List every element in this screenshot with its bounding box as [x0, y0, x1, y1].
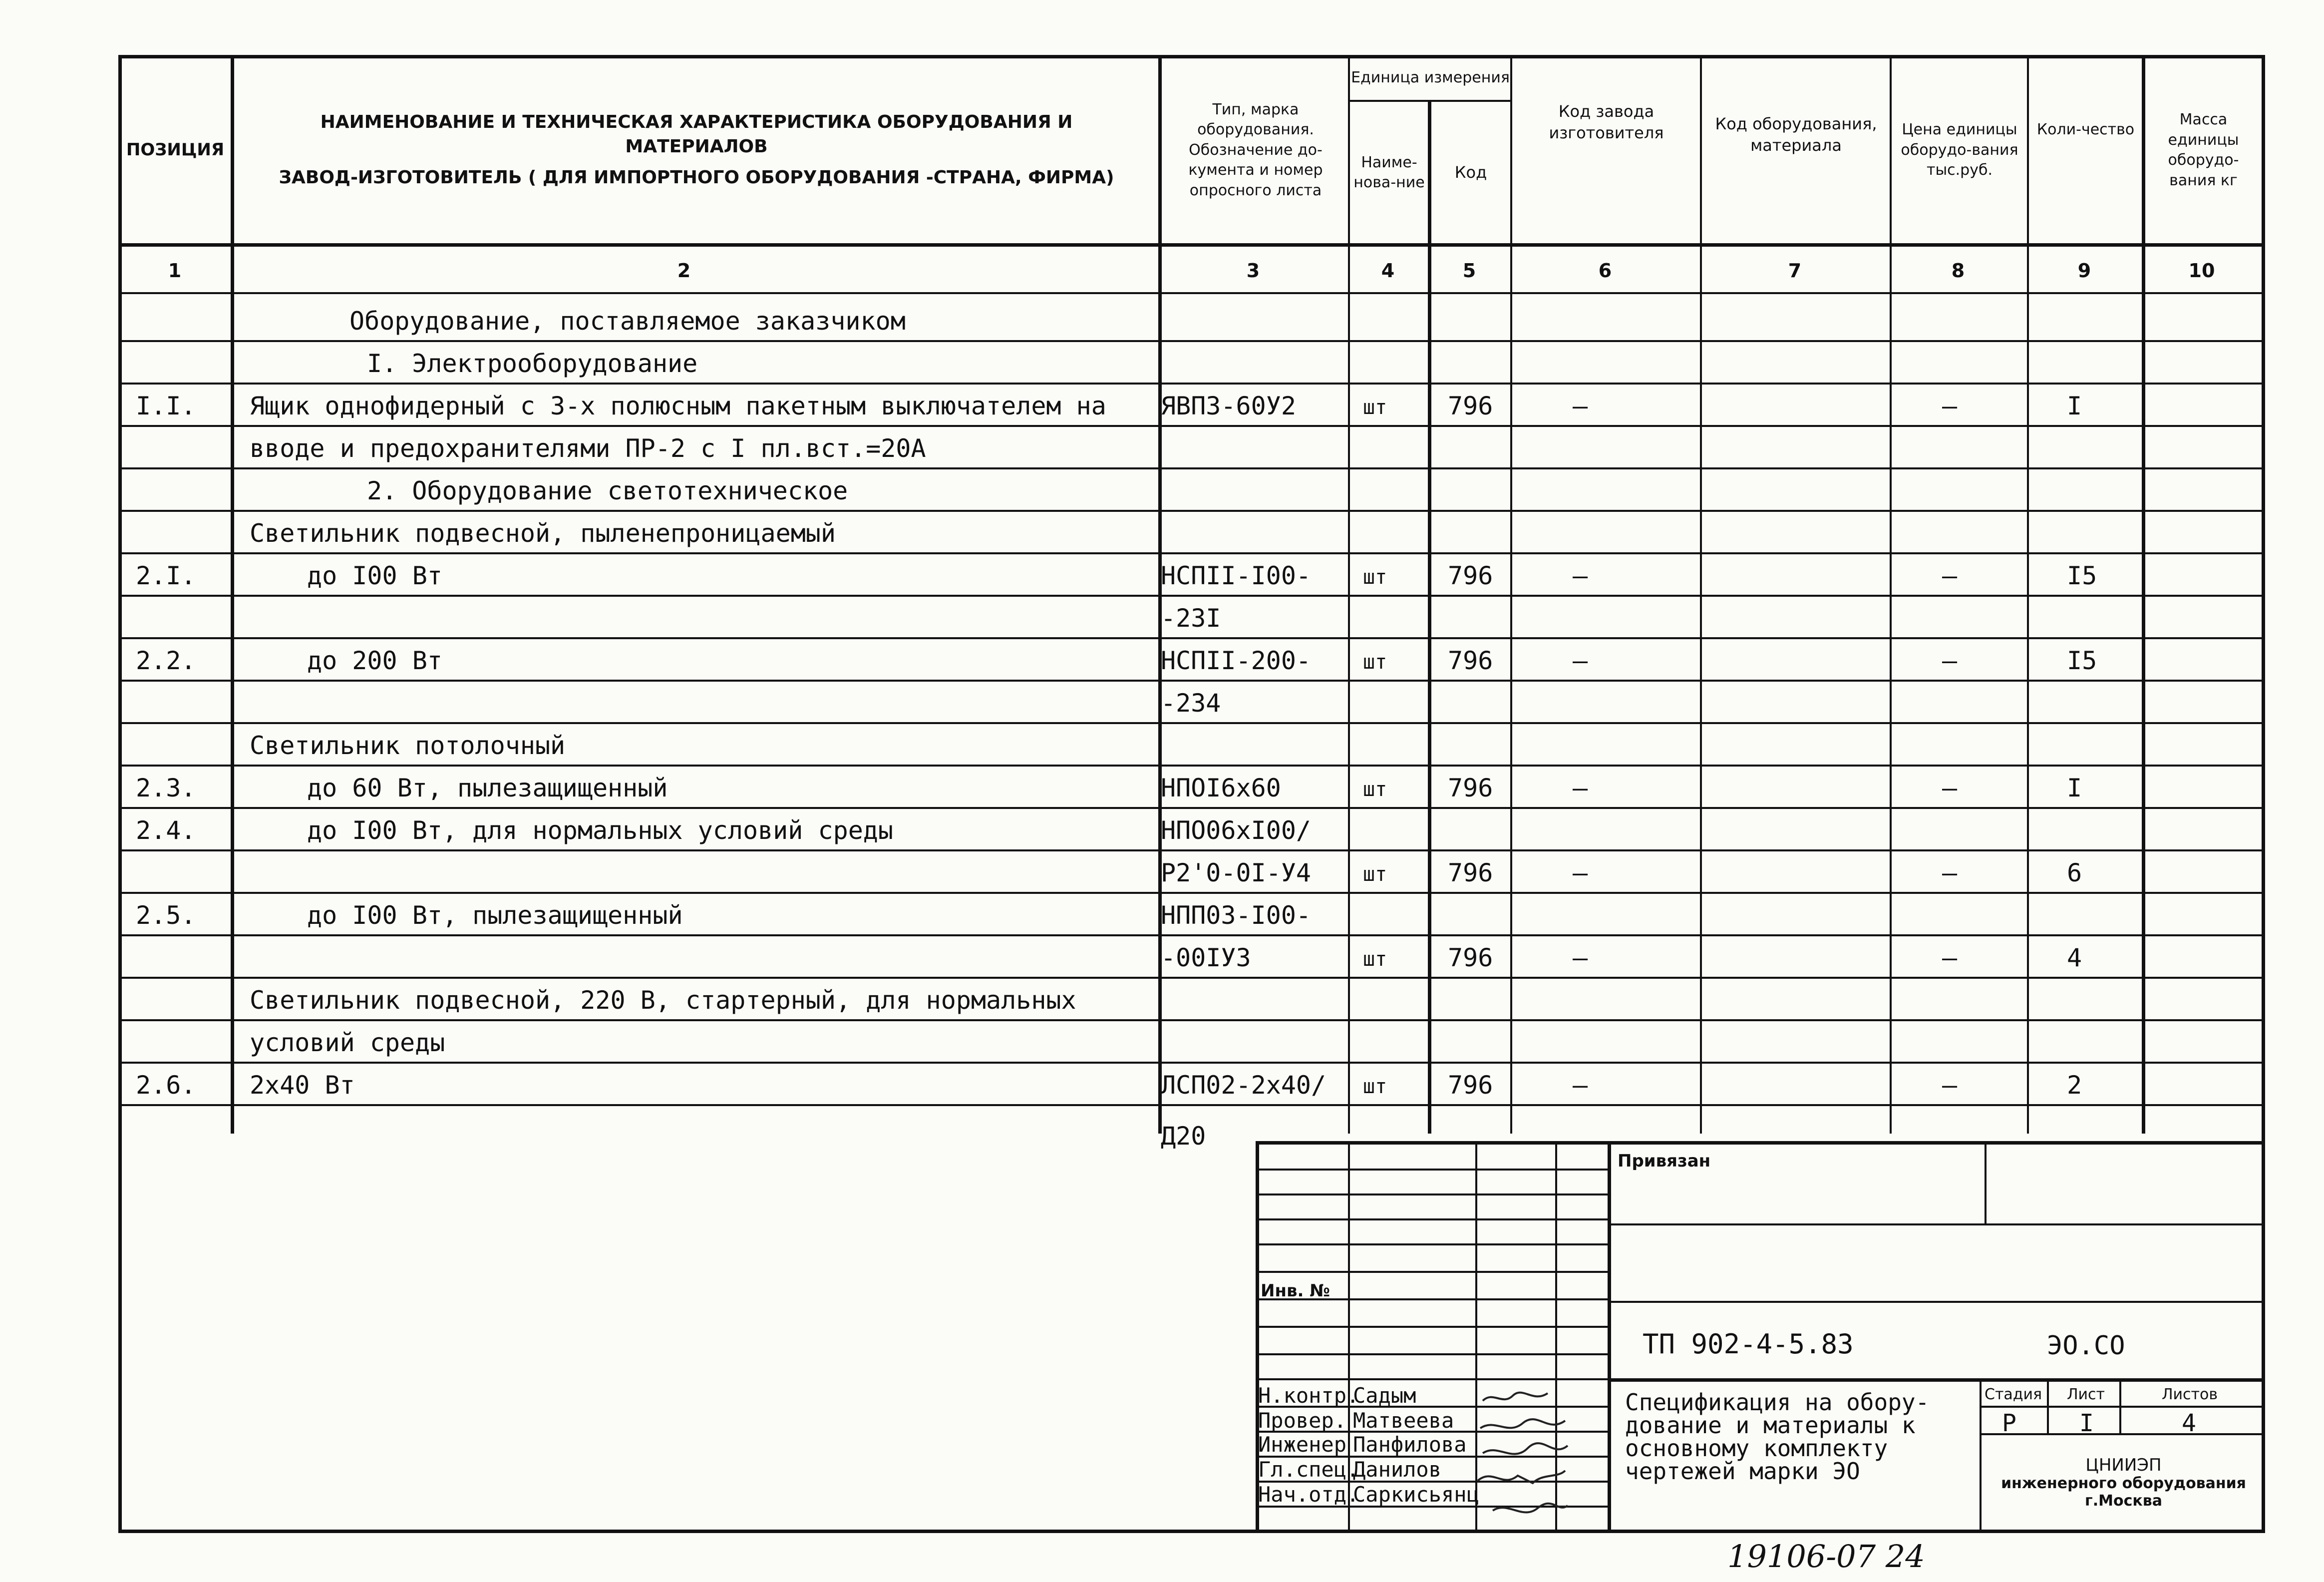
- row-quantity: 2: [2067, 1071, 2082, 1100]
- signer-name: Саркисьянц: [1353, 1482, 1479, 1507]
- colnum-4: 4: [1381, 260, 1395, 282]
- row-name: 2. Оборудование светотехническое: [367, 476, 848, 505]
- stamp-privyazan-split: [1985, 1141, 1987, 1223]
- row-quantity: 4: [2067, 943, 2082, 972]
- row-type: Р2'0-0I-У4: [1161, 858, 1312, 887]
- stamp-privyazan-label: Привязан: [1618, 1151, 1711, 1171]
- row-separator: [118, 510, 2265, 512]
- row-unit: шт: [1363, 778, 1387, 801]
- stamp-sheets-value: 4: [2182, 1409, 2196, 1437]
- row-name: до 200 Вт: [307, 646, 442, 675]
- row-name: Оборудование, поставляемое заказчиком: [349, 307, 906, 336]
- stamp-grid-line: [1256, 1271, 1608, 1273]
- row-quantity: I: [2067, 774, 2082, 802]
- header-name-line1: НАИМЕНОВАНИЕ И ТЕХНИЧЕСКАЯ ХАРАКТЕРИСТИКА ОБОРУДОВАНИЯ И: [320, 112, 1073, 133]
- signer-role: Провер.: [1258, 1408, 1347, 1433]
- stamp-grid-line: [1256, 1353, 1608, 1355]
- row-unit: шт: [1363, 1075, 1387, 1098]
- row-plant-code: –: [1573, 392, 1588, 420]
- col-line-3: [1348, 55, 1350, 1134]
- stamp-stage-split2: [2119, 1378, 2121, 1433]
- stamp-sheet-value: I: [2079, 1409, 2094, 1437]
- stamp-doc-mark: ЭО.СО: [2047, 1331, 2125, 1361]
- row-name: I. Электрооборудование: [367, 349, 698, 378]
- signer-name: Матвеева: [1353, 1408, 1454, 1433]
- row-position: 2.I.: [136, 561, 196, 590]
- colnum-2: 2: [677, 260, 691, 282]
- row-separator: [118, 1104, 2265, 1106]
- row-name: до 60 Вт, пылезащищенный: [307, 774, 668, 802]
- stamp-title-line: Спецификация на обору-: [1625, 1389, 1930, 1416]
- stamp-stage-line2: [1980, 1433, 2265, 1435]
- row-separator: [118, 1019, 2265, 1021]
- header-name: [235, 57, 1158, 243]
- row-code: 796: [1448, 561, 1493, 590]
- stamp-code-top: [1608, 1301, 2265, 1303]
- row-position: I.I.: [136, 392, 196, 420]
- col-line-1: [231, 55, 234, 1134]
- colnum-6: 6: [1598, 260, 1612, 282]
- colnum-1: 1: [168, 260, 182, 282]
- row-code: 796: [1448, 774, 1493, 802]
- header-unit-code: Код: [1454, 163, 1487, 182]
- row-type: НПП03-I00-: [1161, 901, 1312, 930]
- stamp-stage-value: Р: [2002, 1409, 2016, 1437]
- row-code: 796: [1448, 858, 1493, 887]
- stamp-sheets-label: Листов: [2162, 1386, 2218, 1403]
- signer-role: Гл.спец.: [1258, 1457, 1359, 1482]
- header-type: Тип, марка оборудования. Обозначение до-кумента и номер опросного листа: [1188, 100, 1323, 199]
- row-price: –: [1942, 774, 1958, 802]
- row-plant-code: –: [1573, 561, 1588, 590]
- header-price: Цена единицы оборудо-вания тыс.руб.: [1901, 121, 2018, 179]
- stamp-grid-line: [1256, 1326, 1608, 1328]
- header-bottom-line: [118, 243, 2265, 247]
- row-price: –: [1942, 561, 1958, 590]
- row-plant-code: –: [1573, 1071, 1588, 1100]
- stamp-title-line: основному комплекту: [1625, 1435, 1888, 1462]
- unit-group-line: [1348, 100, 1510, 102]
- row-name: Ящик однофидерный с 3-х полюсным пакетным выключателем на: [250, 392, 1106, 420]
- row-position: 2.5.: [136, 901, 196, 930]
- header-name-line3: ЗАВОД-ИЗГОТОВИТЕЛЬ ( ДЛЯ ИМПОРТНОГО ОБОРУДОВАНИЯ -СТРАНА, ФИРМА): [279, 167, 1114, 188]
- row-separator: [118, 722, 2265, 724]
- stamp-title-line: дование и материалы к: [1625, 1412, 1916, 1439]
- header-unit-name: Наиме-нова-ние: [1353, 153, 1425, 191]
- row-separator: [118, 467, 2265, 469]
- row-type: НСПII-I00-: [1161, 561, 1312, 590]
- signer-name: Садым: [1353, 1383, 1416, 1408]
- row-type: НПОI6х60: [1161, 774, 1281, 802]
- row-unit: шт: [1363, 566, 1387, 589]
- stamp-doc-code: ТП 902-4-5.83: [1643, 1328, 1854, 1360]
- row-name: Светильник подвесной, пыленепроницаемый: [250, 519, 836, 548]
- col-line-7: [1890, 55, 1892, 1134]
- row-quantity: I: [2067, 392, 2082, 420]
- row-type: НПО06хI00/: [1161, 816, 1312, 845]
- row-type: -234: [1161, 689, 1221, 718]
- row-plant-code: –: [1573, 858, 1588, 887]
- col-line-6: [1700, 55, 1702, 1134]
- signer-role: Нач.отд.: [1258, 1482, 1359, 1507]
- stamp-org-line2: инженерного оборудования: [2001, 1475, 2246, 1493]
- row-name: Светильник потолочный: [250, 731, 566, 760]
- row-type: -00IУЗ: [1161, 943, 1251, 972]
- stamp-stage-split1: [2047, 1378, 2049, 1433]
- row-position: 2.2.: [136, 646, 196, 675]
- row-type: ЛСП02-2х40/: [1161, 1071, 1327, 1100]
- row-separator: [118, 849, 2265, 851]
- row-separator: [118, 977, 2265, 979]
- stamp-title-split: [1980, 1378, 1982, 1533]
- row-separator: [118, 680, 2265, 682]
- header-position: ПОЗИЦИЯ: [126, 140, 225, 160]
- row-unit: шт: [1363, 863, 1387, 886]
- stamp-grid-line: [1256, 1378, 1608, 1380]
- row-separator: [118, 807, 2265, 809]
- stamp-grid-line: [1256, 1218, 1608, 1220]
- colnum-5: 5: [1462, 260, 1476, 282]
- row-type: ЯВПЗ-60У2: [1161, 392, 1296, 420]
- header-name-line2: МАТЕРИАЛОВ: [625, 136, 768, 157]
- row-unit: шт: [1363, 948, 1387, 971]
- row-price: –: [1942, 1071, 1958, 1100]
- col-line-8: [2027, 55, 2029, 1134]
- row-plant-code: –: [1573, 774, 1588, 802]
- row-position: 2.3.: [136, 774, 196, 802]
- stamp-sheet-label: Лист: [2067, 1386, 2105, 1403]
- stamp-inv-label: Инв. №: [1261, 1281, 1330, 1301]
- footer-number: 19106-07 24: [1727, 1538, 1925, 1575]
- row-position: 2.4.: [136, 816, 196, 845]
- row-separator: [118, 934, 2265, 936]
- row-unit: шт: [1363, 651, 1387, 674]
- colnum-10: 10: [2188, 260, 2215, 282]
- row-quantity: I5: [2067, 561, 2097, 590]
- col-line-9: [2142, 55, 2145, 1134]
- row-separator: [118, 383, 2265, 385]
- stamp-title-line: чертежей марки ЭО: [1625, 1458, 1860, 1485]
- overflow-type-text: Д20: [1161, 1122, 1206, 1151]
- header-equipment-code: Код оборудования, материала: [1715, 114, 1877, 155]
- row-separator: [118, 595, 2265, 597]
- row-unit: шт: [1363, 396, 1387, 419]
- stamp-org: [1982, 1456, 2265, 1510]
- row-separator: [118, 637, 2265, 639]
- stamp-grid-line: [1256, 1243, 1608, 1245]
- row-separator: [118, 425, 2265, 427]
- header-plant-code: Код завода изготовителя: [1549, 101, 1664, 142]
- row-name: условий среды: [250, 1028, 445, 1057]
- header-unit-group: Единица измерения: [1351, 68, 1510, 86]
- row-separator: [118, 552, 2265, 554]
- colnum-8: 8: [1951, 260, 1965, 282]
- row-separator: [118, 892, 2265, 894]
- row-name: до I00 Вт, пылезащищенный: [307, 901, 683, 930]
- signer-role: Инженер: [1258, 1432, 1347, 1457]
- row-position: 2.6.: [136, 1071, 196, 1100]
- right-border: [2262, 57, 2265, 1533]
- row-price: –: [1942, 646, 1958, 675]
- row-price: –: [1942, 392, 1958, 420]
- row-name: до I00 Вт, для нормальных условий среды: [307, 816, 893, 845]
- colnum-9: 9: [2077, 260, 2091, 282]
- row-separator: [118, 340, 2265, 342]
- colnum-bottom-line: [118, 292, 2265, 294]
- header-quantity: Коли-чество: [2036, 120, 2135, 138]
- stamp-top-line: [1256, 1141, 2265, 1145]
- signer-name: Панфилова: [1353, 1432, 1467, 1457]
- row-quantity: 6: [2067, 858, 2082, 887]
- stamp-code-bottom: [1608, 1378, 2265, 1382]
- row-type: -23I: [1161, 604, 1221, 633]
- row-name: 2х40 Вт: [250, 1071, 355, 1100]
- colnum-7: 7: [1788, 260, 1802, 282]
- col-line-5: [1510, 55, 1512, 1134]
- row-separator: [118, 765, 2265, 767]
- stamp-grid-line: [1256, 1169, 1608, 1171]
- row-plant-code: –: [1573, 646, 1588, 675]
- stamp-grid-line: [1256, 1193, 1608, 1195]
- row-price: –: [1942, 858, 1958, 887]
- stamp-org-line3: г.Москва: [2085, 1492, 2162, 1510]
- stamp-org-line1: ЦНИИЭП: [2085, 1455, 2162, 1475]
- stamp-col-d: [1608, 1141, 1611, 1533]
- signature-scribbles: [1473, 1388, 1573, 1533]
- signer-role: Н.контр.: [1258, 1383, 1359, 1408]
- stamp-privyazan-line: [1608, 1223, 2265, 1225]
- row-quantity: I5: [2067, 646, 2097, 675]
- colnum-3: 3: [1246, 260, 1260, 282]
- signer-name: Данилов: [1353, 1457, 1442, 1482]
- row-name: вводе и предохранителями ПР-2 с I пл.вст.=20А: [250, 434, 926, 463]
- header-mass: Масса единицы оборудо-вания кг: [2168, 111, 2239, 189]
- stamp-title: [1625, 1391, 1929, 1483]
- stamp-stage-label: Стадия: [1985, 1386, 2042, 1403]
- stamp-stage-line1: [1980, 1406, 2265, 1408]
- row-separator: [118, 1062, 2265, 1064]
- row-code: 796: [1448, 646, 1493, 675]
- row-plant-code: –: [1573, 943, 1588, 972]
- row-code: 796: [1448, 392, 1493, 420]
- row-code: 796: [1448, 1071, 1493, 1100]
- row-code: 796: [1448, 943, 1493, 972]
- row-type: НСПII-200-: [1161, 646, 1312, 675]
- row-name: Светильник подвесной, 220 В, стартерный, для нормальных: [250, 986, 1076, 1015]
- row-name: до I00 Вт: [307, 561, 442, 590]
- row-price: –: [1942, 943, 1958, 972]
